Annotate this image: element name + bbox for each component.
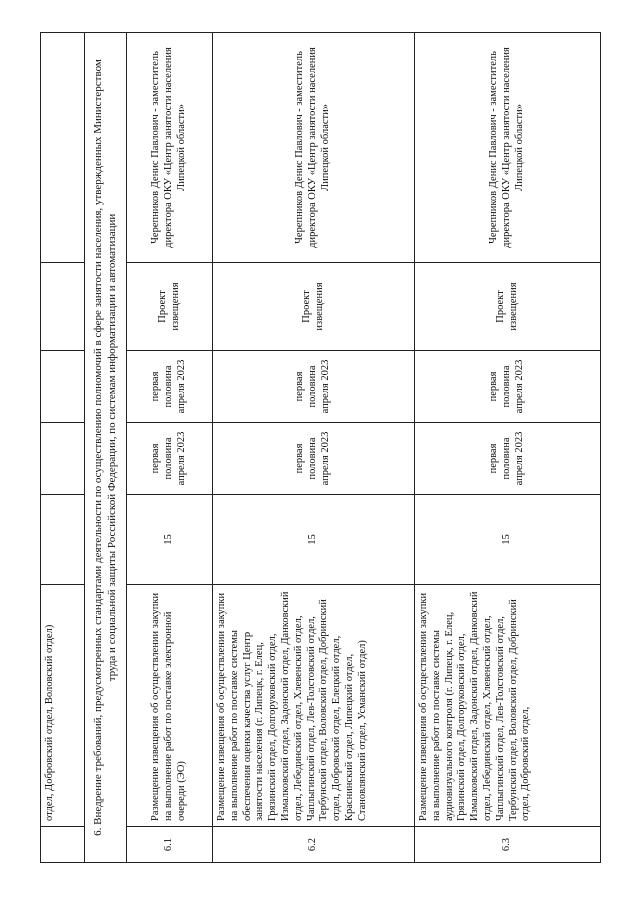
row-description: Размещение извещения об осуществлении закупки на выполнение работ по поставке системы аудиовизуального контроля (г. Липецк, г. Елец, Грязинский отдел, Долгоруковский отдел, Измалковский отдел, Задонский отдел, Данковский отдел, Лебединский отдел, Хлевенский отдел, Чаплыгинский отдел, Лев-Толстовский отдел, Тербунский отдел, Воловский отдел, Добринский отдел, Добровский отдел, [415,585,601,827]
top-empty-cell [41,263,85,351]
top-text-cell: отдел, Добровский отдел, Воловский отдел) [41,585,85,827]
row-description: Размещение извещения об осуществлении закупки на выполнение работ по поставке электронной очереди (ЭО) [127,585,213,827]
row-description: Размещение извещения об осуществлении закупки на выполнение работ по поставке системы обеспечения оценки качества услуг Центр занятости населения (г. Липецк, г. Елец, Грязинский отдел, Долгоруковский отдел, Измалковский отдел, Задонский отдел, Данковский отдел, Лебединский отдел, Хлевенский отдел, Чаплыгинский отдел, Лев-Толстовский отдел, Тербунский отдел, Воловский отдел, Добринский отдел, Добровский отдел, Елецкий отдел, Краснинский отдел, Липецкий отдел, Становлянский отдел, Усманский отдел) [213,585,415,827]
top-continuation-row [41,33,85,863]
row-days: 15 [213,495,415,585]
top-empty-cell [41,423,85,495]
row-start: первая половина апреля 2023 [127,423,213,495]
section-row [85,33,127,863]
row-end: первая половина апреля 2023 [415,351,601,423]
row-result: Проект извещения [213,263,415,351]
top-num-cell [41,827,85,863]
row-number: 6.1 [127,827,213,863]
table-row [415,33,601,863]
row-responsible: Черепников Денис Павлович - заместитель директора ОКУ «Центр занятости населения Липецкой области» [127,33,213,263]
row-number: 6.3 [415,827,601,863]
table-row [127,33,213,863]
top-empty-cell [41,495,85,585]
row-responsible: Черепников Денис Павлович - заместитель директора ОКУ «Центр занятости населения Липецкой области» [213,33,415,263]
row-result: Проект извещения [415,263,601,351]
row-start: первая половина апреля 2023 [415,423,601,495]
row-start: первая половина апреля 2023 [213,423,415,495]
row-end: первая половина апреля 2023 [213,351,415,423]
row-days: 15 [415,495,601,585]
top-empty-cell [41,33,85,263]
table-row [213,33,415,863]
row-responsible: Черепников Денис Павлович - заместитель директора ОКУ «Центр занятости населения Липецкой области» [415,33,601,263]
row-result: Проект извещения [127,263,213,351]
row-number: 6.2 [213,827,415,863]
row-days: 15 [127,495,213,585]
plan-table [40,32,601,863]
section-title: 6. Внедрение требований, предусмотренных стандартами деятельности по осуществлению полномочий в сфере занятости населения, утвержденных Министерством труда и социальной защиты Российской Федерации, по системам информатизации и автоматизации [85,33,127,863]
top-empty-cell [41,351,85,423]
row-end: первая половина апреля 2023 [127,351,213,423]
